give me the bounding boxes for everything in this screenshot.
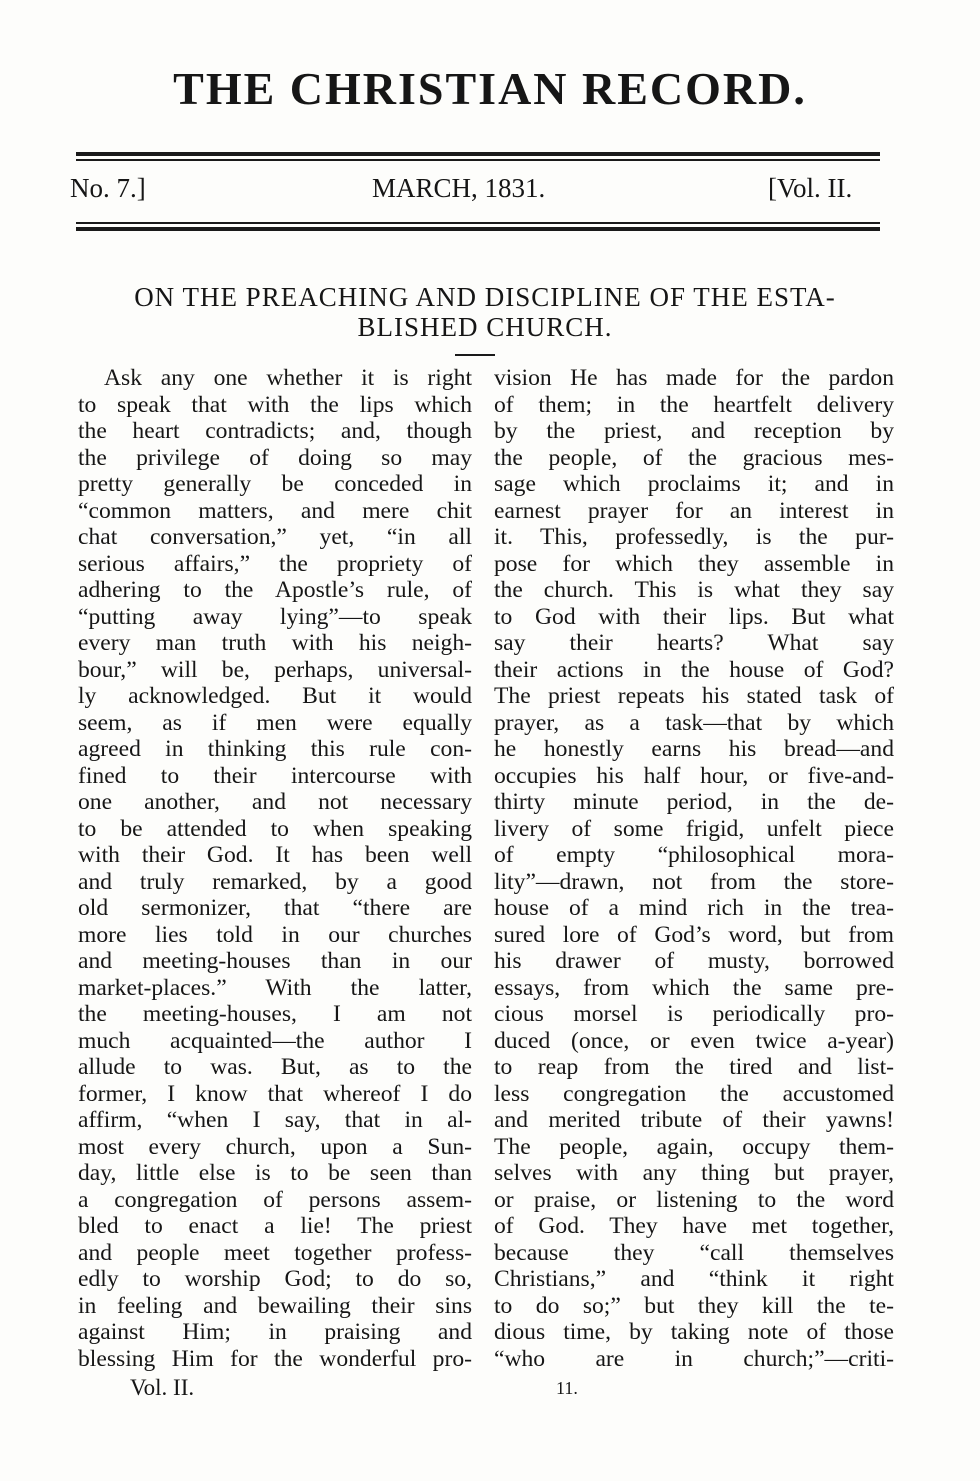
column-line: to God with their lips. But what	[494, 603, 894, 630]
column-line: his drawer of musty, borrowed	[494, 948, 894, 974]
column-line: pretty generally be conceded in	[78, 471, 472, 497]
article-title-line-2: BLISHED CHURCH.	[357, 312, 613, 342]
issue-volume: [Vol. II.	[768, 173, 853, 203]
column-line: in feeling and bewailing their sins	[78, 1292, 472, 1319]
sheet-number: 11.	[556, 1378, 578, 1398]
column-line: and truly remarked, by a good	[78, 868, 472, 895]
column-line: say their hearts? What say	[494, 630, 894, 656]
column-line: by the priest, and reception by	[494, 418, 894, 444]
column-line: agreed in thinking this rule con-	[78, 736, 472, 762]
column-line: pose for which they assemble in	[494, 550, 894, 577]
column-line: earnest prayer for an interest in	[494, 497, 894, 524]
column-line: it. This, professedly, is the pur-	[494, 524, 894, 550]
column-line: less congregation the accustomed	[494, 1080, 894, 1107]
issue-number: No. 7.]	[70, 173, 146, 203]
column-line: to be attended to when speaking	[78, 815, 472, 842]
column-line: selves with any thing but prayer,	[494, 1160, 894, 1186]
column-line: duced (once, or even twice a-year)	[494, 1027, 894, 1054]
column-line: sured lore of God’s word, but from	[494, 921, 894, 948]
column-line: day, little else is to be seen than	[78, 1160, 472, 1186]
column-line: prayer, as a task—that by which	[494, 709, 894, 736]
column-line: or praise, or listening to the word	[494, 1186, 894, 1213]
issue-date: MARCH, 1831.	[372, 173, 546, 203]
column-line: more lies told in our churches	[78, 921, 472, 948]
column-line: every man truth with his neigh-	[78, 630, 472, 656]
signature-mark: Vol. II.	[130, 1375, 195, 1400]
column-line: vision He has made for the pardon	[494, 365, 894, 391]
column-line: old sermonizer, that “there are	[78, 895, 472, 921]
column-line: Ask any one whether it is right	[104, 365, 472, 391]
column-line: Christians,” and “think it right	[494, 1266, 894, 1292]
column-line: sage which proclaims it; and in	[494, 471, 894, 497]
article-heading	[60, 282, 910, 342]
column-line: affirm, “when I say, that in al-	[78, 1107, 472, 1133]
column-line: “common matters, and mere chit	[78, 497, 472, 524]
column-line: adhering to the Apostle’s rule, of	[78, 577, 472, 603]
column-line: with their God. It has been well	[78, 842, 472, 868]
column-line: dious time, by taking note of those	[494, 1319, 894, 1345]
column-line: The priest repeats his stated task of	[494, 683, 894, 709]
column-line: of empty “philosophical mora-	[494, 842, 894, 868]
right-column	[494, 365, 894, 1372]
column-line: chat conversation,” yet, “in all	[78, 524, 472, 550]
column-line: edly to worship God; to do so,	[78, 1266, 472, 1292]
column-line: the privilege of doing so may	[78, 444, 472, 471]
left-column	[78, 365, 472, 1372]
column-line: blessing Him for the wonderful pro-	[78, 1345, 472, 1372]
column-line: one another, and not necessary	[78, 789, 472, 815]
column-line: he honestly earns his bread—and	[494, 736, 894, 762]
column-line: allude to was. But, as to the	[78, 1054, 472, 1080]
column-line: essays, from which the same pre-	[494, 974, 894, 1001]
column-line: seem, as if men were equally	[78, 709, 472, 736]
column-line: ly acknowledged. But it would	[78, 683, 472, 709]
column-line: the church. This is what they say	[494, 577, 894, 603]
column-line: a congregation of persons assem-	[78, 1186, 472, 1213]
column-line: former, I know that whereof I do	[78, 1080, 472, 1107]
column-line: most every church, upon a Sun-	[78, 1133, 472, 1160]
heading-divider	[455, 354, 495, 356]
column-line: much acquainted—the author I	[78, 1027, 472, 1054]
column-line: bour,” will be, perhaps, universal-	[78, 656, 472, 683]
column-line: and meeting-houses than in our	[78, 948, 472, 974]
masthead-rule-bottom	[76, 227, 880, 231]
column-line: lity”—drawn, not from the store-	[494, 868, 894, 895]
masthead-rule-top	[76, 152, 880, 156]
column-line: bled to enact a lie! The priest	[78, 1213, 472, 1239]
column-line: against Him; in praising and	[78, 1319, 472, 1345]
column-line: “who are in church;”—criti-	[494, 1345, 894, 1372]
masthead-title: THE CHRISTIAN RECORD.	[173, 63, 807, 114]
column-line: to do so;” but they kill the te-	[494, 1292, 894, 1319]
column-line: occupies his half hour, or five-and-	[494, 762, 894, 789]
column-line: “putting away lying”—to speak	[78, 603, 472, 630]
column-line: their actions in the house of God?	[494, 656, 894, 683]
column-line: and merited tribute of their yawns!	[494, 1107, 894, 1133]
masthead-rule-bottom-thin	[76, 222, 880, 224]
column-line: livery of some frigid, unfelt piece	[494, 815, 894, 842]
column-line: because they “call themselves	[494, 1239, 894, 1266]
column-line: and people meet together profess-	[78, 1239, 472, 1266]
column-line: of them; in the heartfelt delivery	[494, 391, 894, 418]
column-line: thirty minute period, in the de-	[494, 789, 894, 815]
column-line: to reap from the tired and list-	[494, 1054, 894, 1080]
column-line: the meeting-houses, I am not	[78, 1001, 472, 1027]
column-line: serious affairs,” the propriety of	[78, 550, 472, 577]
column-line: the people, of the gracious mes-	[494, 444, 894, 471]
masthead-rule-top-thin	[76, 159, 880, 161]
column-line: The people, again, occupy them-	[494, 1133, 894, 1160]
column-line: house of a mind rich in the trea-	[494, 895, 894, 921]
article-title-line-1: ON THE PREACHING AND DISCIPLINE OF THE ESTA-	[134, 282, 836, 312]
column-line: the heart contradicts; and, though	[78, 418, 472, 444]
column-line: of God. They have met together,	[494, 1213, 894, 1239]
column-line: fined to their intercourse with	[78, 762, 472, 789]
column-line: to speak that with the lips which	[78, 391, 472, 418]
column-line: market-places.” With the latter,	[78, 974, 472, 1001]
column-line: cious morsel is periodically pro-	[494, 1001, 894, 1027]
